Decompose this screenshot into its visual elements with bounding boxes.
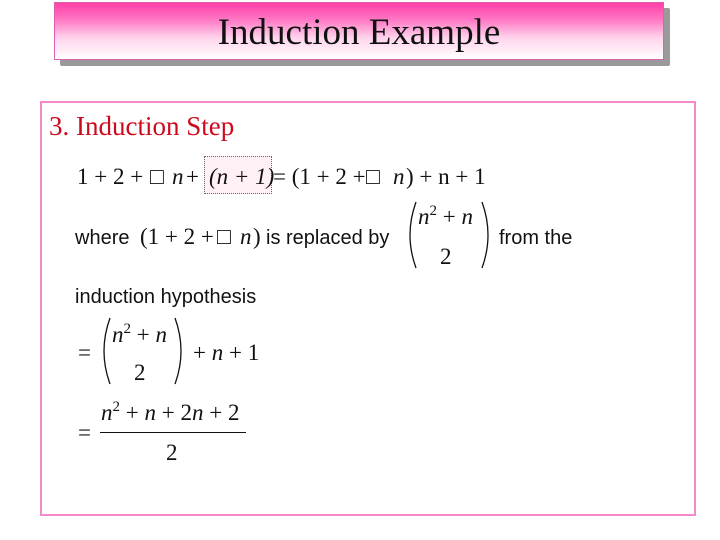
- line4-tail: + n + 1: [193, 340, 260, 365]
- fraction-bar: [100, 432, 246, 433]
- line4-frac-den: 2: [134, 360, 146, 385]
- line2-sum-n: n: [240, 224, 252, 249]
- line5-frac-num: $n^2 + n + 2n + 2$: [101, 399, 240, 425]
- line2-from-the: from the: [499, 227, 573, 249]
- line1-rhs-n: n: [393, 164, 405, 189]
- line1-rhs-open: = (1 + 2 +: [273, 164, 366, 189]
- line5-equals: =: [78, 420, 91, 445]
- title-bar: [54, 2, 664, 60]
- line1-plus: +: [186, 164, 199, 189]
- page-title: Induction Example: [217, 12, 501, 53]
- line1-lhs-sum: 1 + 2 +: [77, 164, 144, 189]
- line4-equals: =: [78, 340, 91, 365]
- placeholder-glyph: □: [217, 224, 231, 249]
- line4-frac-num: $n^2 + n$: [112, 321, 167, 347]
- right-paren-large: [171, 316, 189, 386]
- line1-lhs-n: n: [172, 164, 184, 189]
- line5-frac-den: 2: [166, 440, 178, 465]
- placeholder-glyph: □: [366, 164, 380, 189]
- placeholder-glyph: □: [150, 164, 164, 189]
- line1-boxed-term: (n + 1): [209, 164, 275, 189]
- line1-rhs-tail: ) + n + 1: [406, 164, 486, 189]
- line2-sum-open: (1 + 2 +: [140, 224, 214, 249]
- line2-where: where: [75, 227, 130, 249]
- step-heading: 3. Induction Step: [49, 111, 235, 141]
- line2-replaced-by: is replaced by: [266, 227, 390, 249]
- line3-induction-hypothesis: induction hypothesis: [75, 286, 257, 308]
- right-paren-large: [478, 200, 496, 270]
- line2-frac-num: $n^2 + n$: [418, 203, 473, 229]
- line2-sum-close: ): [253, 224, 261, 249]
- line2-frac-den: 2: [440, 244, 452, 269]
